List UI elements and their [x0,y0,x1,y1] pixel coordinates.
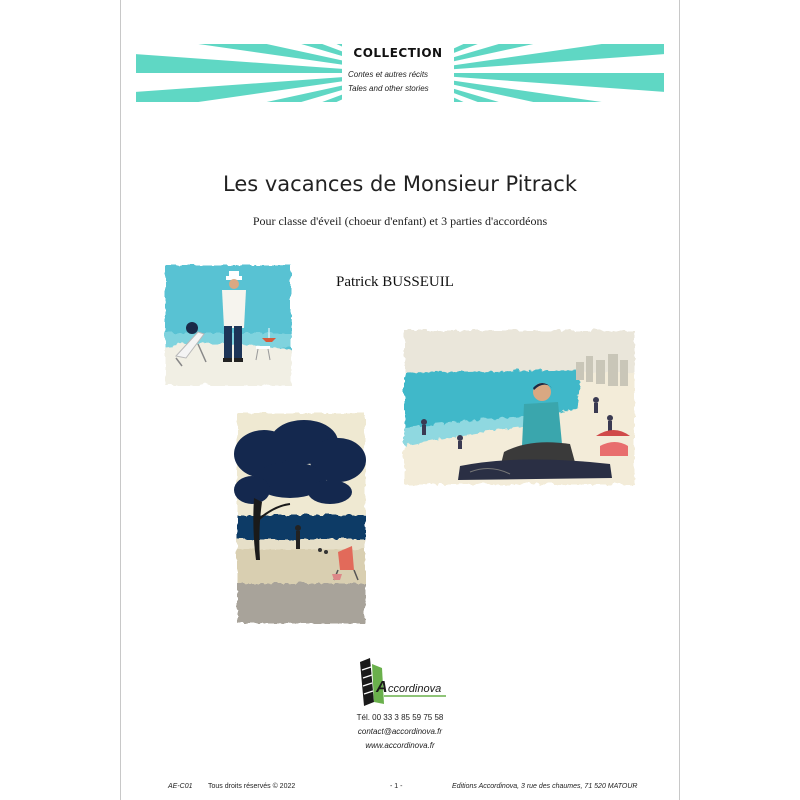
publisher-website[interactable]: www.accordinova.fr [365,741,435,750]
footer-page-number: - 1 - [390,783,403,790]
accordinova-logo [356,658,448,708]
collection-banner [136,44,664,102]
collection-label-box [342,44,454,102]
footer-rights: Tous droits réservés © 2022 [208,783,296,790]
page-title: Les vacances de Monsieur Pitrack [223,172,577,196]
logo-initial: A [376,679,388,696]
collection-subtitle-fr: Contes et autres récits [348,70,429,79]
publisher-phone: Tél. 00 33 3 85 59 75 58 [356,713,444,722]
tree-by-sea-illustration [234,410,366,624]
collection-subtitle-en: Tales and other stories [348,84,429,93]
man-on-beach-illustration [162,262,292,386]
author-name: Patrick BUSSEUIL [336,274,454,290]
page-subtitle: Pour classe d'éveil (choeur d'enfant) et 3 parties d'accordéons [252,214,548,228]
footer-address: Editions Accordinova, 3 rue des chaumes, 71 520 MATOUR [452,783,638,790]
collection-title: COLLECTION [353,46,443,60]
footer-code: AE-C01 [168,783,193,790]
logo-text: ccordinova [388,683,442,695]
man-sitting-on-beach-illustration [400,326,636,486]
publisher-email[interactable]: contact@accordinova.fr [357,727,443,736]
